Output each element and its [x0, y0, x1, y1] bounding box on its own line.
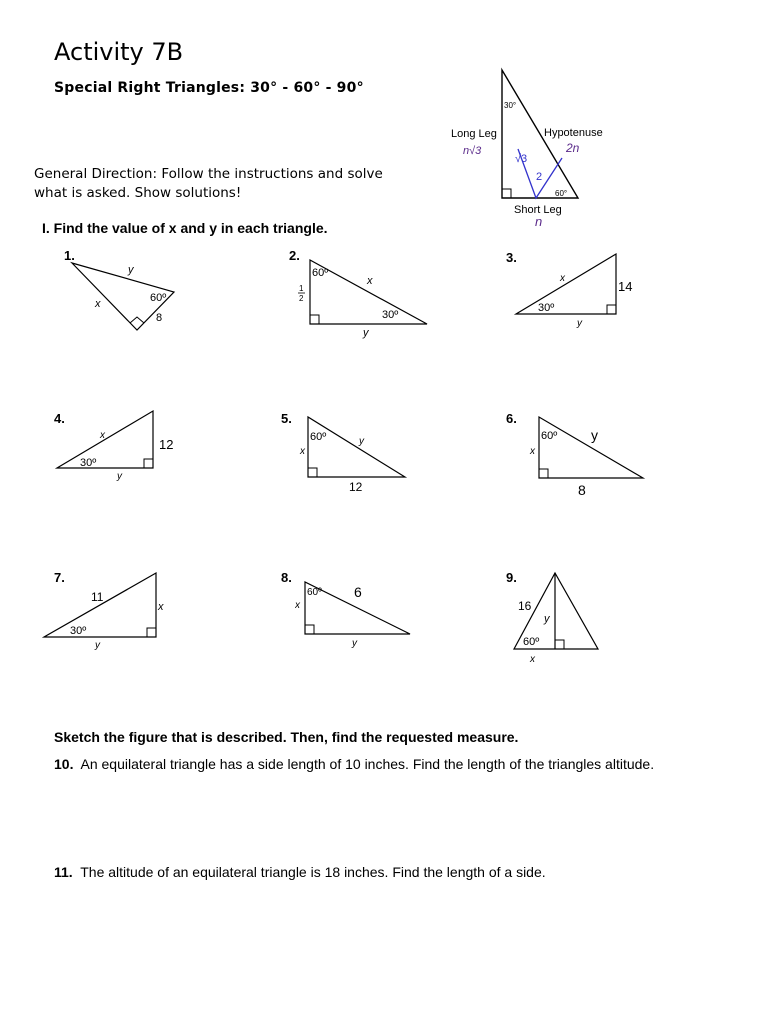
p6-y: y [591, 427, 598, 443]
p4-y: y [117, 471, 122, 482]
p7-side: 11 [91, 590, 104, 604]
general-direction: General Direction: Follow the instructions and solve what is asked. Show solutions! [34, 166, 383, 201]
p6-angle: 60º [541, 430, 558, 442]
ref-long-leg: Long Leg [451, 128, 497, 140]
problem-6-triangle [525, 412, 655, 502]
activity-subtitle: Special Right Triangles: 30° - 60° - 90° [54, 80, 364, 96]
p9-x: x [530, 654, 535, 665]
p6-side: 8 [578, 482, 586, 498]
p6-x: x [530, 446, 535, 457]
p7-angle: 30º [70, 625, 87, 637]
p9-angle: 60º [523, 636, 540, 648]
p2-frac-den: 2 [299, 294, 304, 303]
problem-7-triangle [42, 570, 182, 655]
problem-5-number: 5. [281, 411, 292, 426]
problem-8-number: 8. [281, 570, 292, 585]
p3-x: x [560, 273, 565, 284]
p1-angle: 60º [150, 292, 167, 304]
ref-long-leg-expr: n√3 [463, 145, 482, 157]
reference-triangle-diagram [432, 62, 612, 232]
right-angle-mark [502, 189, 511, 198]
p2-frac-num: 1 [299, 284, 304, 293]
problem-3-triangle [510, 250, 650, 335]
p9-y: y [544, 613, 550, 625]
p8-angle: 60º [307, 587, 322, 598]
problem-8-triangle [295, 578, 420, 653]
ref-inner-two: 2 [536, 171, 543, 183]
p5-x: x [300, 446, 305, 457]
p8-side: 6 [354, 584, 362, 600]
p8-y: y [352, 638, 357, 649]
p1-side: 8 [156, 312, 163, 324]
problem-3-number: 3. [506, 250, 517, 265]
question-10-text: An equilateral triangle has a side length of 10 inches. Find the length of the triangles altitude. [80, 756, 655, 772]
ref-angle-top: 30° [504, 101, 517, 110]
question-10 [54, 756, 654, 772]
p3-side: 14 [618, 279, 633, 294]
p2-x: x [367, 275, 373, 287]
ref-hypotenuse: Hypotenuse [544, 127, 603, 139]
problem-5-triangle [295, 412, 425, 497]
p4-angle: 30º [80, 457, 97, 469]
question-10-number: 10. [54, 756, 74, 772]
p2-y: y [363, 327, 369, 339]
ref-angle-bottom: 60° [555, 189, 568, 198]
problem-9-number: 9. [506, 570, 517, 585]
p2-angle-right: 30º [382, 309, 399, 321]
section-heading: I. Find the value of x and y in each triangle. [42, 220, 328, 236]
activity-title: Activity 7B [54, 38, 184, 66]
problem-2-triangle [290, 255, 435, 340]
problem-1-triangle [60, 255, 190, 340]
question-11-number: 11. [54, 864, 73, 880]
problem-1-number: 1. [64, 248, 75, 263]
problem-4-number: 4. [54, 411, 65, 426]
question-11 [54, 864, 546, 880]
ref-inner-root: √3 [515, 153, 528, 165]
problem-6-number: 6. [506, 411, 517, 426]
p5-angle: 60º [310, 431, 327, 443]
sketch-heading: Sketch the figure that is described. Then, find the requested measure. [54, 729, 519, 745]
p1-y: y [128, 264, 134, 276]
ref-short-leg: Short Leg [514, 204, 562, 216]
problem-7-number: 7. [54, 570, 65, 585]
p4-x: x [100, 430, 105, 441]
p2-angle-top: 60º [312, 267, 329, 279]
ref-hypotenuse-expr: 2n [566, 141, 580, 155]
p7-x: x [158, 601, 164, 613]
p4-side: 12 [159, 437, 174, 452]
p1-x: x [95, 298, 101, 310]
question-11-text: The altitude of an equilateral triangle is 18 inches. Find the length of a side. [80, 864, 546, 880]
ref-short-leg-expr: n [535, 214, 543, 229]
p7-y: y [95, 640, 100, 651]
p5-y: y [359, 436, 364, 447]
p5-side: 12 [349, 480, 363, 494]
p9-side: 16 [518, 599, 532, 613]
problem-4-triangle [55, 408, 195, 488]
p8-x: x [295, 600, 300, 611]
problem-9-triangle [510, 570, 610, 670]
p3-angle: 30º [538, 302, 555, 314]
p3-y: y [577, 318, 582, 329]
problem-2-number: 2. [289, 248, 300, 263]
